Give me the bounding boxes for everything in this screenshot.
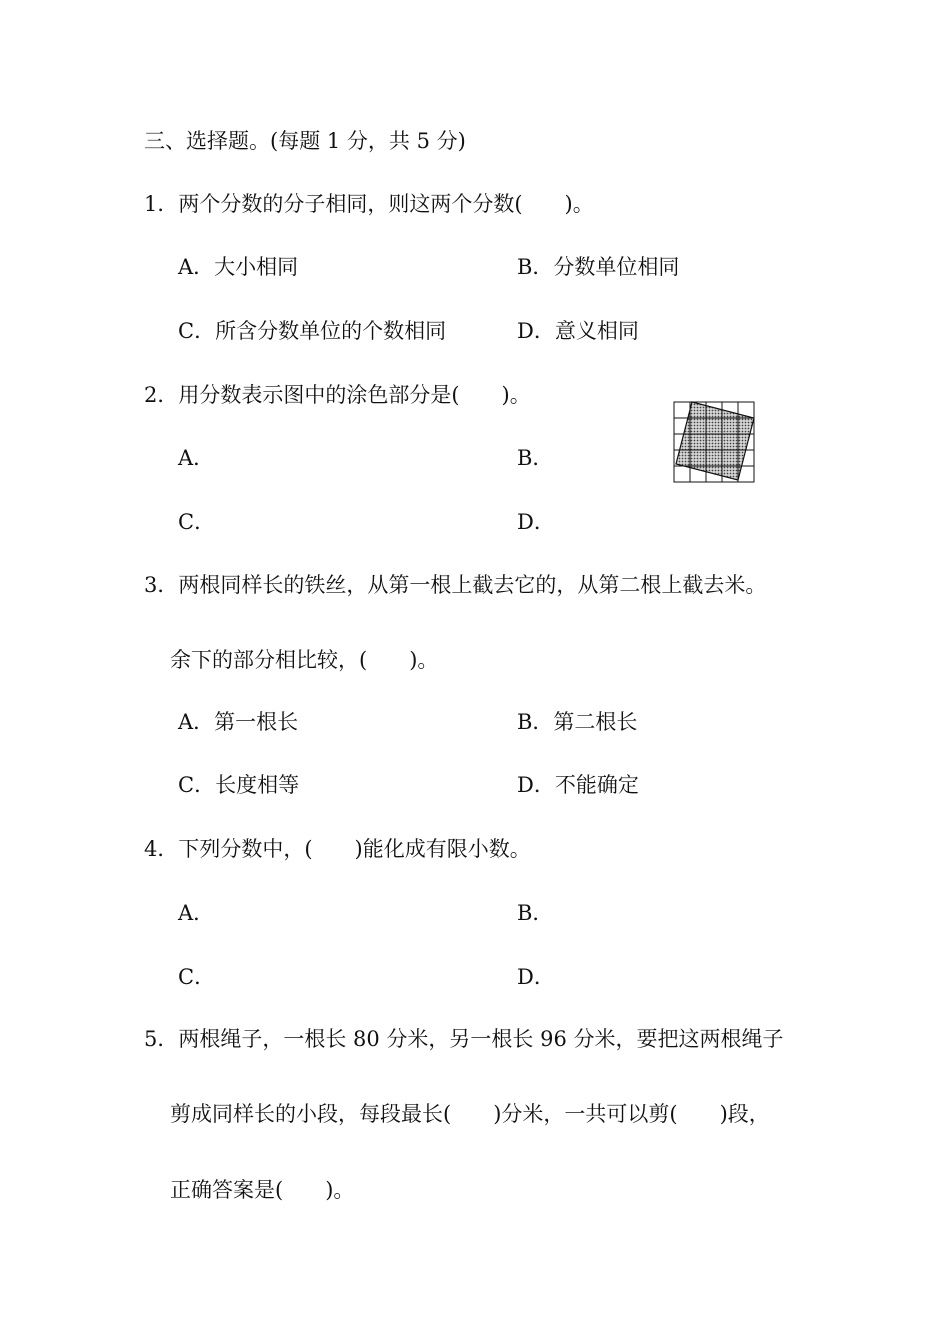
question-1-stem: 1．两个分数的分子相同，则这两个分数( )。 — [144, 192, 594, 216]
grid-figure-svg — [672, 400, 756, 484]
question-5-stem-line-2: 剪成同样长的小段，每段最长( )分米，一共可以剪( )段， — [170, 1102, 770, 1126]
question-3-option-d[interactable]: D．不能确定 — [517, 773, 639, 797]
question-1-option-d[interactable]: D．意义相同 — [517, 319, 639, 343]
question-4-option-a[interactable]: A． — [178, 901, 215, 925]
question-1-option-c[interactable]: C．所含分数单位的个数相同 — [178, 319, 447, 343]
question-2-stem: 2．用分数表示图中的涂色部分是( )。 — [144, 383, 531, 407]
section-title: 三、选择题。(每题 1 分，共 5 分) — [144, 129, 466, 153]
question-3-stem-line-2: 余下的部分相比较，( )。 — [170, 648, 439, 672]
question-1-option-a[interactable]: A．大小相同 — [178, 255, 299, 279]
question-3-option-b[interactable]: B．第二根长 — [517, 710, 638, 734]
question-5-stem-line-3: 正确答案是( )。 — [170, 1178, 355, 1202]
question-1-option-b[interactable]: B．分数单位相同 — [517, 255, 680, 279]
question-2-option-b[interactable]: B． — [517, 446, 554, 470]
question-2-option-a[interactable]: A． — [178, 446, 215, 470]
question-3-option-a[interactable]: A．第一根长 — [178, 710, 299, 734]
question-4-option-b[interactable]: B． — [517, 901, 554, 925]
question-2-option-d[interactable]: D． — [517, 510, 555, 534]
question-4-option-c[interactable]: C． — [178, 965, 216, 989]
tilted-square-grid-figure — [672, 400, 756, 484]
question-3-option-c[interactable]: C．长度相等 — [178, 773, 300, 797]
question-4-option-d[interactable]: D． — [517, 965, 555, 989]
question-4-stem: 4．下列分数中，( )能化成有限小数。 — [144, 837, 531, 861]
question-5-stem-line-1: 5．两根绳子，一根长 80 分米，另一根长 96 分米，要把这两根绳子 — [144, 1027, 784, 1051]
question-3-stem-line-1: 3．两根同样长的铁丝，从第一根上截去它的，从第二根上截去米。 — [144, 573, 767, 597]
shaded-tilted-square — [676, 402, 754, 480]
question-2-option-c[interactable]: C． — [178, 510, 216, 534]
